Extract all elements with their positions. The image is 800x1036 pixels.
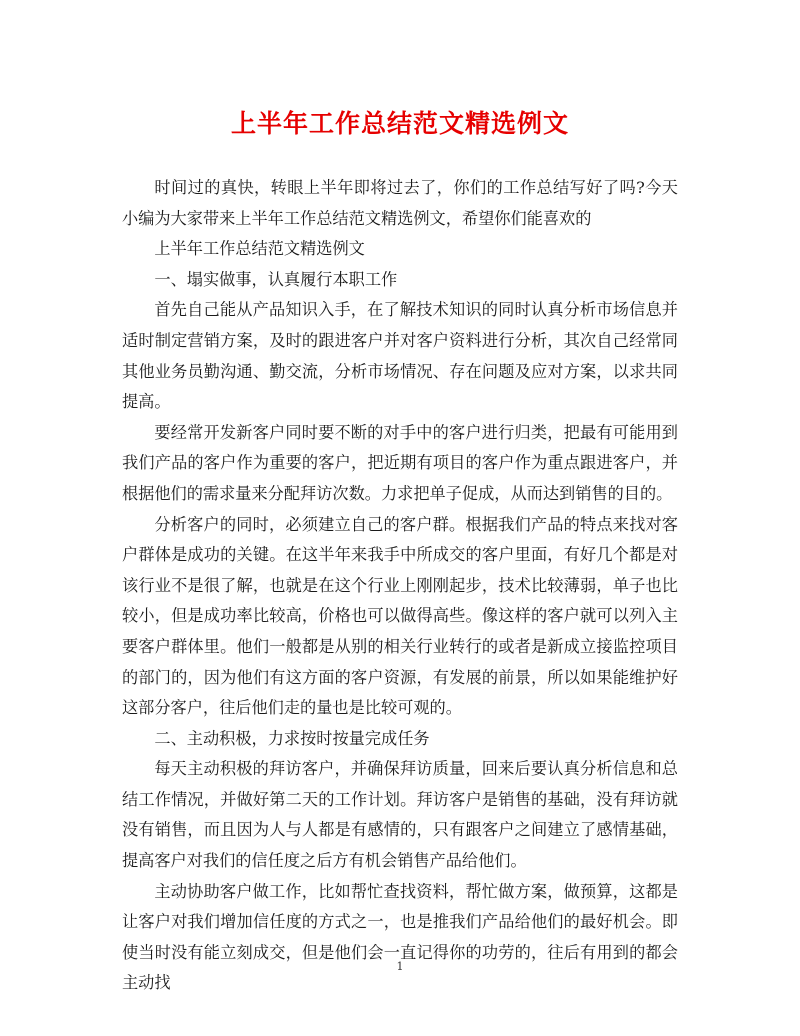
paragraph: 主动协助客户做工作，比如帮忙查找资料，帮忙做方案，做预算，这都是让客户对我们增加信任度的方式之一，也是推我们产品给他们的最好机会。即使当时没有能立刻成交，但是他们会一直记得你的功劳的，往后有用到的都会主动找 [122, 881, 678, 993]
section-heading-1: 一、塌实做事，认真履行本职工作 [154, 269, 398, 289]
page-title: 上半年工作总结范文精选例文 [230, 109, 569, 138]
paragraph-subtitle: 上半年工作总结范文精选例文 [154, 239, 365, 259]
page-number: 1 [396, 960, 404, 973]
paragraph: 每天主动积极的拜访客户，并确保拜访质量，回来后要认真分析信息和总结工作情况，并做好第二天的工作计划。拜访客户是销售的基础，没有拜访就没有销售，而且因为人与人都是有感情的，只有跟客户之间建立了感情基础，提高客户对我们的信任度之后方有机会销售产品给他们。 [122, 759, 678, 871]
paragraph-intro: 时间过的真快，转眼上半年即将过去了，你们的工作总结写好了吗?今天小编为大家带来上半年工作总结范文精选例文，希望你们能喜欢的 [122, 178, 678, 228]
paragraph: 首先自己能从产品知识入手，在了解技术知识的同时认真分析市场信息并适时制定营销方案，及时的跟进客户并对客户资料进行分析，其次自己经常同其他业务员勤沟通、勤交流，分析市场情况、存在问题及应对方案，以求共同提高。 [122, 300, 678, 412]
section-heading-2: 二、主动积极，力求按时按量完成任务 [154, 728, 430, 748]
paragraph: 分析客户的同时，必须建立自己的客户群。根据我们产品的特点来找对客户群体是成功的关键。在这半年来我手中所成交的客户里面，有好几个都是对该行业不是很了解，也就是在这个行业上刚刚起步，技术比较薄弱，单子也比较小，但是成功率比较高，价格也可以做得高些。像这样的客户就可以列入主要客户群体里。他们一般都是从别的相关行业转行的或者是新成立接监控项目的部门的，因为他们有这方面的客户资源，有发展的前景，所以如果能维护好这部分客户，往后他们走的量也是比较可观的。 [122, 514, 678, 718]
paragraph: 要经常开发新客户同时要不断的对手中的客户进行归类，把最有可能用到我们产品的客户作为重要的客户，把近期有项目的客户作为重点跟进客户，并根据他们的需求量来分配拜访次数。力求把单子促成，从而达到销售的目的。 [122, 422, 678, 503]
document-body [122, 173, 678, 999]
